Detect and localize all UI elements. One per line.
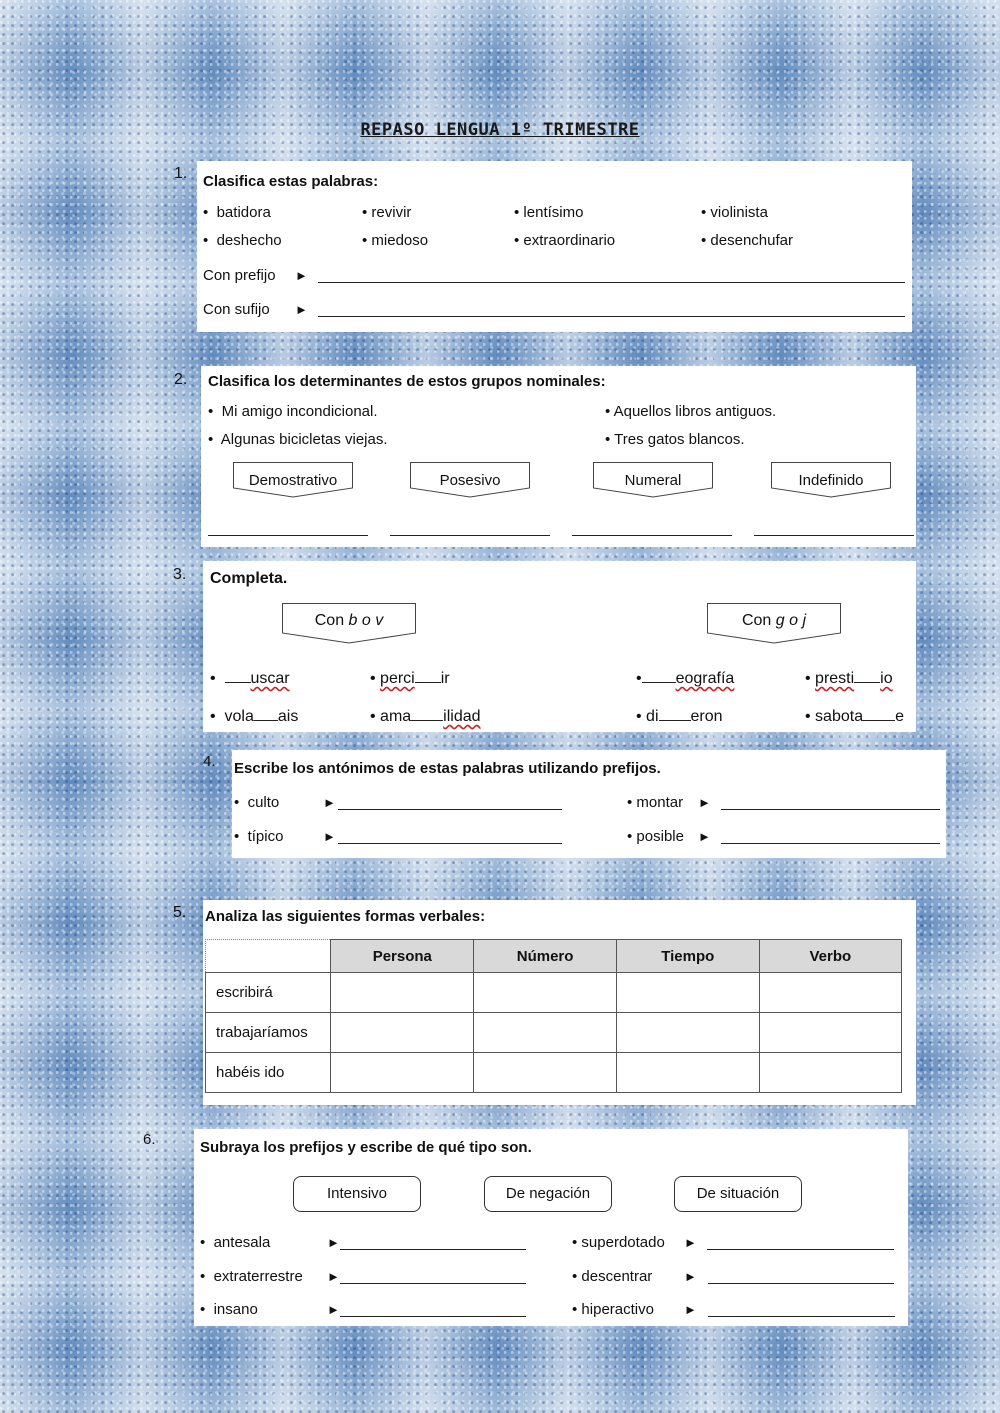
exercise-number-2: 2. [174,371,188,388]
arrow-right-icon: ► [323,795,336,810]
category-label: Posesivo [439,472,501,489]
antonym-answer-line[interactable] [721,843,940,844]
arrow-right-icon: ► [327,1235,340,1250]
answer-cell[interactable] [616,973,759,1013]
word-item: • deshecho [203,232,282,249]
suffix-answer-line[interactable] [318,316,905,317]
type-box-intensivo: Intensivo [293,1176,421,1212]
column-header: Verbo [759,940,901,973]
table-row [206,973,902,1013]
exercise-number-4: 4. [203,753,216,770]
exercise-3-heading: Completa. [210,570,288,587]
nominal-group-item: • Algunas bicicletas viejas. [208,431,388,448]
arrow-right-icon: ► [327,1269,340,1284]
nominal-group-item: • Tres gatos blancos. [605,431,745,448]
antonym-answer-line[interactable] [338,843,562,844]
antonym-answer-line[interactable] [338,809,562,810]
word-item: • desenchufar [701,232,793,249]
table-row [206,1013,902,1053]
prefix-answer-line[interactable] [340,1283,526,1284]
antonym-word: • culto [234,794,280,811]
exercise-1-heading: Clasifica estas palabras: [203,173,379,190]
answer-cell[interactable] [616,1013,759,1053]
prefix-word: • extraterrestre [200,1268,303,1285]
exercise-1-box [197,161,912,332]
prefix-answer-line[interactable] [340,1249,526,1250]
tag-g-o-j-label: Con g o j [741,612,807,629]
exercise-3-box [203,561,916,732]
nominal-group-item: • Aquellos libros antiguos. [605,403,777,420]
word-item: • extraordinario [514,232,616,249]
page-title: REPASO LENGUA 1º TRIMESTRE [360,120,640,140]
answer-cell[interactable] [759,973,901,1013]
prefix-answer-line[interactable] [708,1283,894,1284]
word-item: • batidora [203,204,271,221]
table-row [206,1053,902,1093]
word-item: • lentísimo [514,204,584,221]
fill-word[interactable]: • uscar [210,670,290,687]
verb-form-cell: trabajaríamos [206,1013,331,1053]
fill-word[interactable]: • eografía [636,670,735,687]
prefix-word: • superdotado [572,1234,665,1251]
exercise-2-heading: Clasifica los determinantes de estos grupos nominales: [208,373,606,390]
category-label: Demostrativo [248,472,338,489]
exercise-2-box [201,366,916,547]
answer-line-indefinido[interactable] [754,535,914,536]
prefix-answer-line[interactable] [707,1249,894,1250]
prefix-answer-line[interactable] [318,282,905,283]
exercise-number-5: 5. [173,904,187,921]
verb-form-cell: habéis ido [206,1053,331,1093]
antonym-word: • montar [627,794,684,811]
column-header: Tiempo [616,940,759,973]
antonym-word: • típico [234,828,284,845]
nominal-group-item: • Mi amigo incondicional. [208,403,378,420]
exercise-number-3: 3. [173,566,187,583]
answer-cell[interactable] [474,973,617,1013]
exercise-number-6: 6. [143,1131,156,1148]
antonym-word: • posible [627,828,684,845]
column-header: Número [474,940,617,973]
column-header: Persona [331,940,474,973]
tag-b-o-v-label: Con b o v [314,612,384,629]
word-item: • miedoso [362,232,429,249]
exercise-5-box [203,900,916,1105]
answer-cell[interactable] [616,1053,759,1093]
exercise-6-heading: Subraya los prefijos y escribe de qué tipo son. [200,1139,532,1156]
answer-line-numeral[interactable] [572,535,732,536]
prefix-word: • antesala [200,1234,271,1251]
prefix-word: • descentrar [572,1268,653,1285]
category-label: Indefinido [798,472,864,489]
exercise-5-heading: Analiza las siguientes formas verbales: [205,908,486,925]
word-item: • revivir [362,204,412,221]
answer-cell[interactable] [331,973,474,1013]
arrow-right-icon: ► [698,829,711,844]
arrow-right-icon: ► [295,268,308,283]
prefix-row-label: Con prefijo [203,267,276,284]
arrow-right-icon: ► [295,302,308,317]
fill-word[interactable]: • vola ais [210,708,299,725]
answer-cell[interactable] [331,1013,474,1053]
prefix-answer-line[interactable] [340,1316,526,1317]
answer-cell[interactable] [474,1053,617,1093]
arrow-right-icon: ► [684,1235,697,1250]
answer-cell[interactable] [331,1053,474,1093]
exercise-4-box [232,750,946,858]
arrow-right-icon: ► [327,1302,340,1317]
word-item: • violinista [701,204,768,221]
answer-line-posesivo[interactable] [390,535,550,536]
arrow-right-icon: ► [323,829,336,844]
answer-cell[interactable] [474,1013,617,1053]
suffix-row-label: Con sufijo [203,301,270,318]
arrow-right-icon: ► [684,1269,697,1284]
answer-line-demostrativo[interactable] [208,535,368,536]
prefix-answer-line[interactable] [708,1316,895,1317]
fill-word[interactable]: • di eron [636,708,723,725]
type-box-negacion: De negación [484,1176,612,1212]
fill-word[interactable]: • perci ir [370,670,450,687]
fill-word[interactable]: • sabota e [805,708,904,725]
answer-cell[interactable] [759,1013,901,1053]
prefix-word: • insano [200,1301,258,1318]
verb-analysis-table [205,939,902,1093]
arrow-right-icon: ► [684,1302,697,1317]
verb-form-cell: escribirá [206,973,331,1013]
exercise-number-1: 1. [174,165,188,182]
answer-cell[interactable] [759,1053,901,1093]
fill-word[interactable]: • presti io [805,670,893,687]
category-label: Numeral [624,472,682,489]
exercise-4-heading: Escribe los antónimos de estas palabras utilizando prefijos. [234,760,661,777]
table-corner-cell [206,940,331,973]
exercise-6-box [194,1129,908,1326]
type-box-situacion: De situación [674,1176,802,1212]
antonym-answer-line[interactable] [721,809,940,810]
arrow-right-icon: ► [698,795,711,810]
fill-word[interactable]: • ama ilidad [370,708,481,725]
prefix-word: • hiperactivo [572,1301,654,1318]
